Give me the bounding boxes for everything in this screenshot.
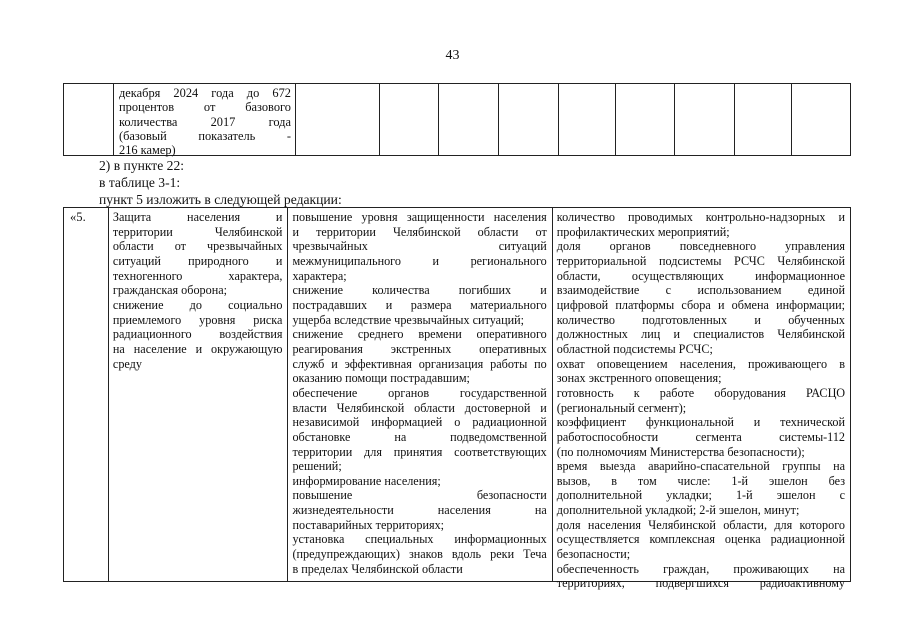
text-line: решений; — [292, 459, 342, 474]
instruction-line: 2) в пункте 22: — [99, 158, 185, 173]
text-line: жизнедеятельности населения на — [292, 503, 547, 518]
text-line: территории Челябинской — [112, 224, 283, 239]
text-line: межмуниципального и регионального — [292, 253, 547, 268]
table-cell — [380, 84, 439, 155]
text-line: снижение до социально — [112, 297, 283, 312]
table-cell — [792, 84, 850, 155]
text-line: характера; — [292, 268, 347, 283]
text-line: и территории Челябинской области от — [292, 224, 547, 239]
text-line: реагирования экстренных оперативных — [292, 341, 547, 356]
continuation-text-cell — [114, 84, 296, 158]
text-line: ситуаций природного и — [112, 253, 283, 268]
table-cell — [735, 84, 792, 155]
text-line: власти Челябинской области достоверной и — [292, 400, 547, 415]
text-line: 216 камер) — [119, 143, 176, 158]
text-line: обеспечение органов государственной — [292, 385, 547, 400]
instruction-line: в таблице 3-1: — [99, 175, 181, 190]
instruction-line: пункт 5 изложить в следующей редакции: — [99, 192, 342, 207]
table-cell — [296, 84, 380, 155]
text-line: дополнительной укладкой; 2-й эшелон, минут; — [556, 503, 800, 518]
text-line: снижение количества погибших и — [292, 283, 547, 298]
text-line: доля органов повседневного управления — [556, 239, 846, 254]
text-line: зонах экстренного оповещения; — [556, 371, 722, 386]
task-cell — [109, 208, 289, 581]
text-line: осуществляется комплексная оценка радиационной — [556, 532, 846, 547]
text-line: оказанию помощи пострадавшим; — [292, 371, 470, 386]
text-line: ущерба вследствие чрезвычайных ситуаций; — [292, 312, 525, 327]
text-line: территории для принятия соответствующих — [292, 444, 547, 459]
text-line: процентов от базового — [119, 100, 291, 115]
text-line: территориальной подсистемы РСЧС Челябинской — [556, 253, 846, 268]
text-line: время выезда аварийно-спасательной группы на — [556, 459, 846, 474]
text-line: цифровой платформы сбора и обмена информации; — [556, 297, 846, 312]
text-line: доля населения Челябинской области, для которого — [556, 517, 846, 532]
text-line: пострадавших и размера материального — [292, 297, 547, 312]
text-line: чрезвычайных ситуаций — [292, 239, 547, 254]
text-line: приемлемого уровня риска — [112, 312, 283, 327]
row-number: «5. — [70, 210, 86, 224]
row-number-cell — [64, 208, 109, 581]
text-line: готовность к работе оборудования РАСЦО — [556, 385, 846, 400]
text-line: количество подготовленных и обученных — [556, 312, 846, 327]
text-line: в пределах Челябинской области — [292, 561, 463, 576]
text-line: среду — [112, 356, 142, 371]
table-cell — [616, 84, 675, 155]
text-line: (предупреждающих) знаков вдоль реки Теча — [292, 547, 547, 562]
result-cell — [288, 208, 552, 581]
text-line: количество проводимых контрольно-надзорных и — [556, 210, 846, 224]
text-line: радиационного воздействия — [112, 327, 283, 342]
text-line: коэффициент функциональной и технической — [556, 415, 846, 430]
table-cell — [675, 84, 735, 155]
text-line: дополнительной укладки; 1-й эшелон с — [556, 488, 846, 503]
text-line: (базовый показатель - — [119, 128, 291, 143]
text-line: обеспеченность граждан, проживающих на — [556, 561, 846, 576]
page-number: 43 — [445, 48, 460, 63]
table-cell — [499, 84, 559, 155]
text-line: обстановке на подведомственной — [292, 429, 547, 444]
text-line: Защита населения и — [112, 210, 283, 224]
text-line: снижение среднего времени оперативного — [292, 327, 547, 342]
text-line: взаимодействие с использованием единой — [556, 283, 846, 298]
indicator-cell — [553, 208, 850, 591]
table-cell — [64, 84, 114, 155]
text-line: области, осуществляющих информационное — [556, 268, 846, 283]
text-line: установка специальных информационных — [292, 532, 547, 547]
main-table — [63, 207, 851, 591]
text-line: информирование населения; — [292, 473, 441, 488]
text-line: вызов, в том числе: 1-й эшелон без — [556, 473, 846, 488]
text-line: на население и окружающую — [112, 341, 283, 356]
text-line: поставарийных территориях; — [292, 517, 445, 532]
text-line: области от чрезвычайных — [112, 239, 283, 254]
text-line: гражданская оборона; — [112, 283, 228, 298]
text-line: (региональный сегмент); — [556, 400, 687, 415]
text-line: количества 2017 года — [119, 114, 291, 129]
text-line: областной подсистемы РСЧС; — [556, 341, 713, 356]
text-line: территориях, подвергшихся радиоактивному — [556, 576, 846, 591]
text-line: безопасности; — [556, 547, 631, 562]
continuation-table — [63, 83, 851, 156]
text-line: повышение уровня защищенности населения — [292, 210, 547, 224]
text-line: техногенного характера, — [112, 268, 283, 283]
table-cell — [559, 84, 616, 155]
text-line: повышение безопасности — [292, 488, 547, 503]
text-line: должностных лиц и специалистов Челябинской — [556, 327, 846, 342]
text-line: независимой информацией о радиационной — [292, 415, 547, 430]
text-line: декабря 2024 года до 672 — [119, 86, 291, 100]
text-line: охват оповещением населения, проживающего в — [556, 356, 846, 371]
text-line: (по полномочиям Министерства безопасности); — [556, 444, 805, 459]
text-line: служб и эффективная организация работы по — [292, 356, 547, 371]
table-cell — [439, 84, 499, 155]
text-line: работоспособности сегмента системы-112 — [556, 429, 846, 444]
text-line: профилактических мероприятий; — [556, 224, 730, 239]
